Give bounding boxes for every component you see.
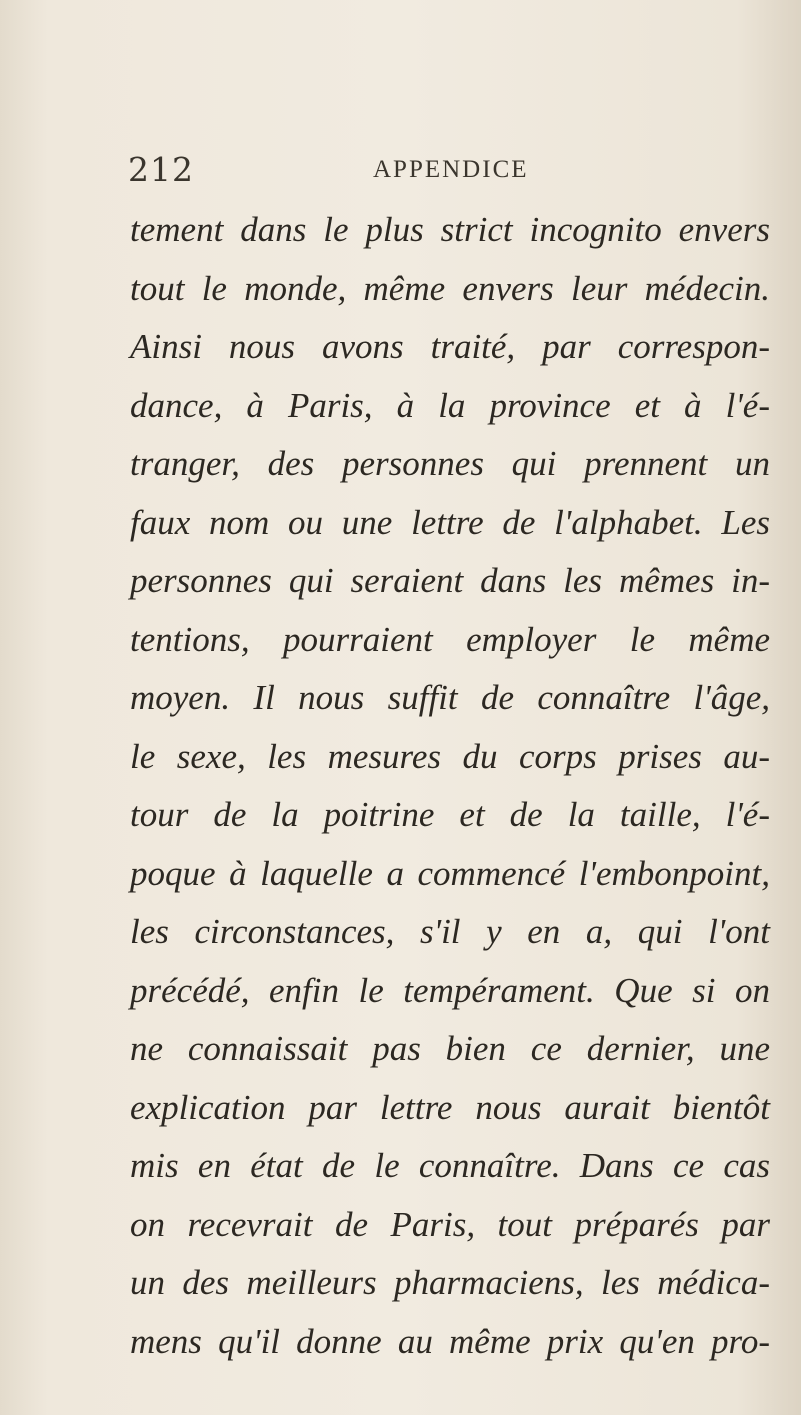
text-line: tentions, pourraient employer le même — [130, 619, 770, 659]
text-line: personnes qui seraient dans les mêmes in- — [130, 561, 770, 600]
text-line: les circonstances, s'il y en a, qui l'ont — [130, 912, 770, 951]
text-line: tout le monde, même envers leur médecin. — [130, 268, 770, 308]
text-line: tranger, des personnes qui prennent un — [130, 444, 770, 483]
text-line: moyen. Il nous suffit de connaître l'âge, — [130, 678, 770, 717]
text-line: mens qu'il donne au même prix qu'en pro- — [130, 1321, 770, 1361]
text-line: explication par lettre nous aurait bientôt — [130, 1087, 770, 1127]
text-line: faux nom ou une lettre de l'alphabet. Les — [130, 502, 770, 542]
text-line: un des meilleurs pharmaciens, les médica- — [130, 1263, 770, 1302]
text-line: on recevrait de Paris, tout préparés par — [130, 1204, 770, 1244]
page-header — [128, 150, 688, 190]
text-line: précédé, enfin le tempérament. Que si on — [130, 970, 770, 1010]
running-head: APPENDICE — [373, 156, 529, 183]
text-line: le sexe, les mesures du corps prises au- — [130, 736, 770, 776]
text-line: mis en état de le connaître. Dans ce cas — [130, 1146, 770, 1185]
text-line: ne connaissait pas bien ce dernier, une — [130, 1029, 770, 1068]
text-line: tour de la poitrine et de la taille, l'é- — [130, 795, 770, 834]
text-line: tement dans le plus strict incognito envers — [130, 210, 770, 249]
text-line: Ainsi nous avons traité, par correspon- — [130, 327, 770, 366]
text-line: poque à laquelle a commencé l'embonpoint, — [130, 853, 770, 893]
text-line: dance, à Paris, à la province et à l'é- — [130, 385, 770, 425]
page-number: 212 — [128, 150, 194, 189]
